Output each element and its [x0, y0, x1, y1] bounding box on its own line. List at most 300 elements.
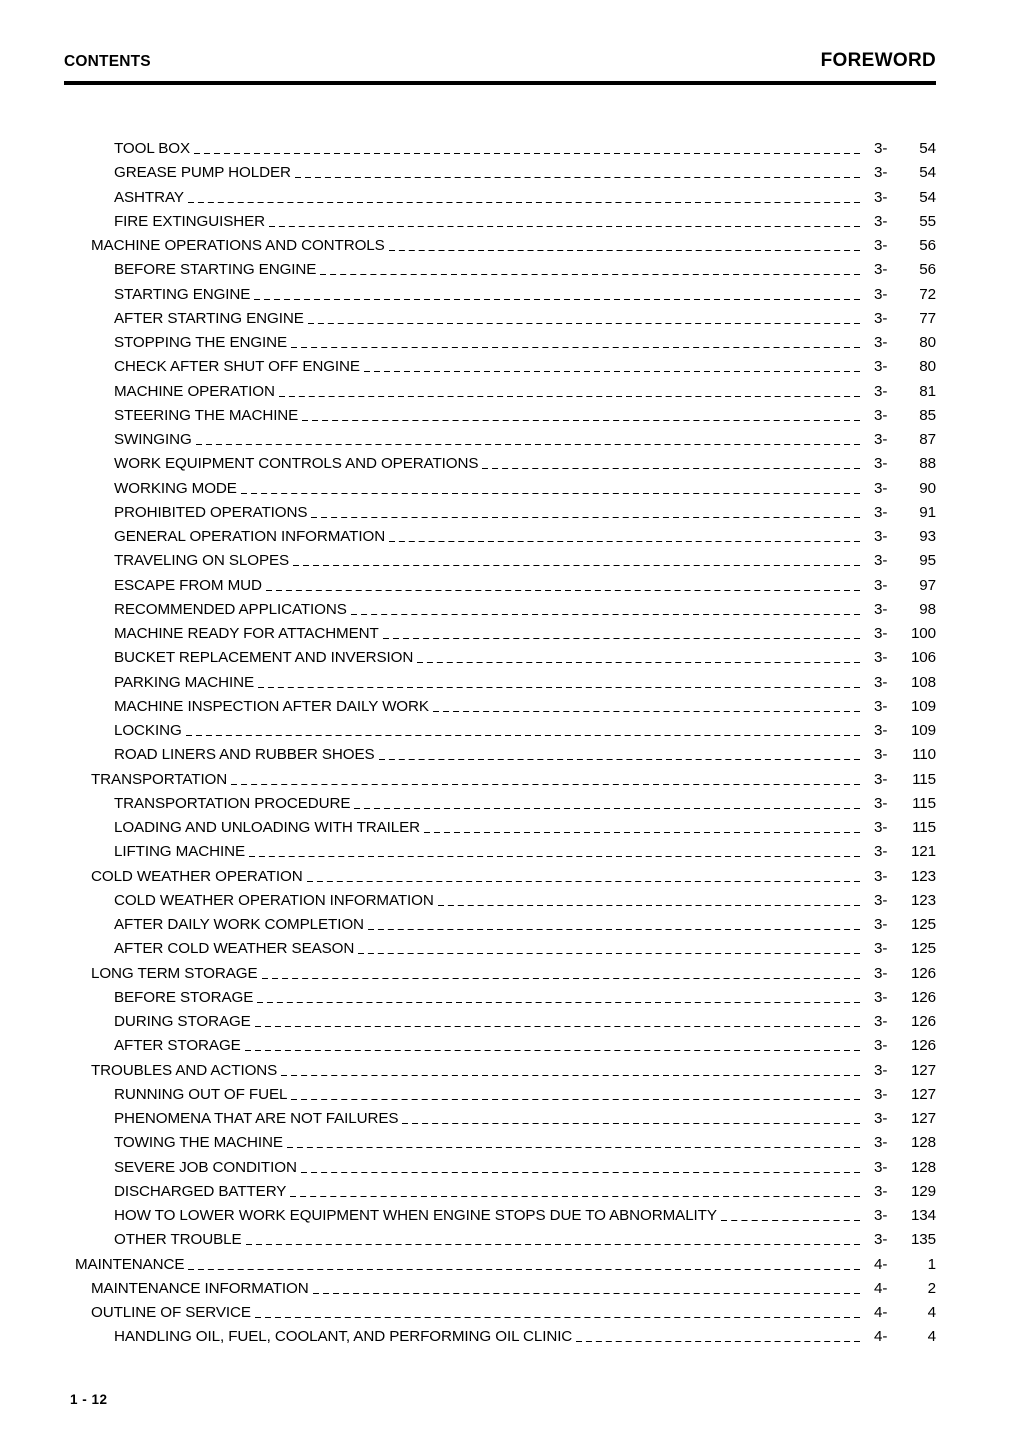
toc-entry[interactable]: [64, 1304, 936, 1328]
toc-page-value: 56: [919, 261, 936, 279]
toc-page-chapter: 3-: [874, 358, 888, 376]
toc-leader-dots: [320, 274, 860, 275]
toc-page-chapter: 3-: [874, 843, 888, 861]
toc-entry-page-number: [874, 819, 936, 836]
toc-leader-dots: [301, 1172, 860, 1173]
toc-page-chapter: 3-: [874, 891, 888, 909]
toc-entry-page-number: [874, 1086, 936, 1103]
toc-page-chapter: 3-: [874, 503, 888, 521]
toc-entry-page-number: [874, 843, 936, 860]
toc-entry[interactable]: [64, 674, 936, 698]
toc-page-value: 80: [919, 358, 936, 376]
toc-page-chapter: 3-: [874, 188, 888, 206]
toc-entry-title: STEERING THE MACHINE: [114, 406, 299, 424]
toc-page-value: 54: [919, 164, 936, 182]
toc-entry-page-number: [874, 407, 936, 424]
toc-entry-title: AFTER COLD WEATHER SEASON: [114, 940, 355, 958]
toc-entry-title: MACHINE OPERATIONS AND CONTROLS: [91, 237, 385, 254]
toc-entry[interactable]: [64, 480, 936, 504]
toc-page-chapter: 3-: [874, 1182, 888, 1200]
toc-entry-page-number: [874, 1256, 936, 1273]
toc-page-chapter: 3-: [874, 1207, 888, 1224]
toc-leader-dots: [383, 638, 860, 639]
toc-page-chapter: 3-: [874, 1037, 888, 1055]
toc-page-value: 115: [912, 819, 936, 836]
toc-leader-dots: [438, 905, 860, 906]
toc-page-value: 125: [910, 916, 936, 933]
toc-entry[interactable]: [64, 795, 936, 819]
toc-entry-page-number: [874, 1328, 936, 1345]
toc-entry[interactable]: [64, 213, 936, 237]
toc-entry[interactable]: [64, 358, 936, 382]
toc-entry-page-number: [874, 1183, 936, 1200]
toc-page-chapter: 4-: [874, 1255, 888, 1273]
toc-entry[interactable]: [64, 1062, 936, 1086]
toc-page-value: 126: [910, 964, 936, 982]
toc-page-chapter: 3-: [874, 431, 888, 448]
toc-leader-dots: [293, 565, 860, 566]
toc-page-value: 98: [919, 600, 936, 618]
toc-entry[interactable]: [64, 1256, 936, 1280]
toc-entry[interactable]: [64, 771, 936, 795]
toc-leader-dots: [188, 202, 860, 203]
toc-page-value: 80: [919, 334, 936, 351]
toc-page-chapter: 3-: [874, 625, 888, 642]
toc-entry-page-number: [874, 189, 936, 206]
toc-page-chapter: 3-: [874, 140, 888, 157]
toc-page-value: 100: [910, 625, 936, 642]
toc-page-value: 97: [919, 576, 936, 594]
toc-entry-page-number: [874, 431, 936, 448]
toc-entry-title: TOOL BOX: [114, 140, 191, 157]
toc-page-value: 129: [910, 1182, 936, 1200]
toc-entry[interactable]: [64, 698, 936, 722]
toc-entry[interactable]: [64, 819, 936, 843]
toc-leader-dots: [291, 347, 860, 348]
toc-entry-title: ROAD LINERS AND RUBBER SHOES: [114, 746, 375, 764]
toc-page-chapter: 3-: [874, 794, 888, 812]
toc-leader-dots: [281, 1075, 860, 1076]
toc-entry-page-number: [874, 1062, 936, 1079]
toc-page-chapter: 3-: [874, 237, 888, 254]
toc-entry-page-number: [874, 1280, 936, 1297]
toc-leader-dots: [313, 1293, 860, 1294]
toc-entry-title: GREASE PUMP HOLDER: [114, 164, 291, 182]
toc-entry-title: RECOMMENDED APPLICATIONS: [114, 600, 347, 618]
toc-page-chapter: 3-: [874, 576, 888, 594]
toc-entry-page-number: [874, 649, 936, 666]
toc-entry-page-number: [874, 577, 936, 594]
toc-entry-page-number: [874, 286, 936, 303]
toc-page-value: 56: [919, 237, 936, 254]
toc-page-value: 109: [910, 697, 936, 715]
toc-entry-title: STOPPING THE ENGINE: [114, 334, 288, 351]
toc-entry-title: BUCKET REPLACEMENT AND INVERSION: [114, 649, 414, 667]
toc-entry-title: LOADING AND UNLOADING WITH TRAILER: [114, 819, 421, 836]
toc-page-chapter: 3-: [874, 649, 888, 667]
toc-page-chapter: 3-: [874, 916, 888, 933]
toc-entry-page-number: [874, 868, 936, 885]
toc-entry[interactable]: [64, 310, 936, 334]
toc-page-value: 115: [912, 794, 936, 812]
toc-leader-dots: [246, 1244, 860, 1245]
toc-page-value: 128: [910, 1158, 936, 1176]
toc-page-value: 126: [910, 988, 936, 1006]
toc-leader-dots: [433, 711, 860, 712]
toc-leader-dots: [254, 299, 860, 300]
toc-page-chapter: 3-: [874, 285, 888, 303]
toc-leader-dots: [241, 493, 860, 494]
toc-page-value: 91: [919, 503, 936, 521]
toc-page-value: 121: [910, 843, 936, 861]
toc-entry-page-number: [874, 989, 936, 1006]
toc-page-chapter: 3-: [874, 722, 888, 739]
toc-page-value: 93: [919, 528, 936, 545]
page-number-footer: 1 - 12: [70, 1392, 108, 1407]
toc-page-chapter: 3-: [874, 1134, 888, 1152]
toc-leader-dots: [269, 226, 860, 227]
toc-entry-page-number: [874, 1037, 936, 1054]
toc-leader-dots: [287, 1147, 860, 1148]
toc-entry[interactable]: [64, 140, 936, 164]
toc-entry[interactable]: [64, 189, 936, 213]
toc-entry-title: MAINTENANCE INFORMATION: [91, 1279, 309, 1297]
toc-entry-page-number: [874, 358, 936, 375]
toc-page-value: 4: [927, 1304, 936, 1321]
toc-entry-title: WORK EQUIPMENT CONTROLS AND OPERATIONS: [114, 455, 479, 473]
toc-entry[interactable]: [64, 577, 936, 601]
toc-entry[interactable]: [64, 383, 936, 407]
toc-entry[interactable]: [64, 1037, 936, 1061]
toc-entry[interactable]: [64, 722, 936, 746]
toc-page-value: 123: [910, 891, 936, 909]
toc-page-chapter: 3-: [874, 600, 888, 618]
toc-entry[interactable]: [64, 1134, 936, 1158]
toc-entry[interactable]: [64, 916, 936, 940]
toc-leader-dots: [364, 371, 860, 372]
toc-leader-dots: [279, 396, 860, 397]
toc-entry[interactable]: [64, 649, 936, 673]
toc-page-value: 95: [919, 552, 936, 570]
toc-page-chapter: 3-: [874, 164, 888, 182]
toc-page-chapter: 3-: [874, 964, 888, 982]
toc-leader-dots: [291, 1099, 860, 1100]
toc-page-value: 106: [910, 649, 936, 667]
toc-page-chapter: 3-: [874, 334, 888, 351]
toc-entry-page-number: [874, 625, 936, 642]
toc-leader-dots: [255, 1317, 860, 1318]
toc-entry-page-number: [874, 746, 936, 763]
toc-page-value: 85: [919, 406, 936, 424]
page-header: [64, 50, 936, 90]
toc-entry-page-number: [874, 310, 936, 327]
toc-page-value: 88: [919, 455, 936, 473]
toc-entry[interactable]: [64, 455, 936, 479]
toc-entry[interactable]: [64, 504, 936, 528]
toc-entry-title: TRANSPORTATION: [91, 770, 228, 788]
toc-page-chapter: 3-: [874, 1061, 888, 1079]
toc-leader-dots: [258, 687, 860, 688]
toc-entry-title: HOW TO LOWER WORK EQUIPMENT WHEN ENGINE STOPS DUE TO ABNORMALITY: [114, 1207, 717, 1224]
toc-entry[interactable]: [64, 237, 936, 261]
toc-page-value: 110: [912, 746, 936, 764]
toc-page-value: 115: [912, 770, 936, 788]
toc-leader-dots: [245, 1050, 860, 1051]
toc-entry-title: HANDLING OIL, FUEL, COOLANT, AND PERFORMING OIL CLINIC: [114, 1328, 573, 1346]
toc-page-value: 4: [927, 1328, 936, 1346]
toc-entry[interactable]: [64, 164, 936, 188]
toc-entry-page-number: [874, 383, 936, 400]
toc-entry[interactable]: [64, 1328, 936, 1352]
toc-entry-page-number: [874, 892, 936, 909]
toc-leader-dots: [424, 832, 860, 833]
toc-leader-dots: [307, 881, 860, 882]
toc-entry-title: OUTLINE OF SERVICE: [91, 1304, 251, 1321]
toc-entry[interactable]: [64, 1207, 936, 1231]
toc-entry[interactable]: [64, 940, 936, 964]
toc-leader-dots: [402, 1123, 860, 1124]
toc-entry[interactable]: [64, 261, 936, 285]
toc-entry-page-number: [874, 261, 936, 278]
toc-entry-title: WORKING MODE: [114, 479, 237, 497]
toc-leader-dots: [295, 177, 860, 178]
toc-entry[interactable]: [64, 965, 936, 989]
toc-entry-page-number: [874, 698, 936, 715]
toc-page-chapter: 3-: [874, 406, 888, 424]
toc-entry[interactable]: [64, 1159, 936, 1183]
toc-page-value: 127: [910, 1085, 936, 1103]
toc-page-value: 54: [919, 188, 936, 206]
toc-leader-dots: [302, 420, 860, 421]
toc-entry-title: MAINTENANCE: [75, 1255, 185, 1273]
toc-page-value: 125: [910, 940, 936, 958]
toc-page-value: 87: [919, 431, 936, 448]
toc-entry[interactable]: [64, 552, 936, 576]
table-of-contents: [64, 140, 936, 1353]
toc-leader-dots: [249, 856, 860, 857]
toc-page-chapter: 3-: [874, 261, 888, 279]
toc-page-chapter: 3-: [874, 309, 888, 327]
toc-leader-dots: [389, 250, 860, 251]
toc-entry[interactable]: [64, 1086, 936, 1110]
toc-entry-title: ESCAPE FROM MUD: [114, 576, 262, 594]
header-section-label: CONTENTS: [64, 53, 151, 70]
toc-entry-title: AFTER DAILY WORK COMPLETION: [114, 916, 364, 933]
toc-entry-page-number: [874, 213, 936, 230]
toc-entry-title: TRANSPORTATION PROCEDURE: [114, 794, 351, 812]
toc-page-value: 108: [910, 673, 936, 691]
toc-page-value: 128: [910, 1134, 936, 1152]
toc-entry-title: PARKING MACHINE: [114, 673, 254, 691]
toc-leader-dots: [379, 759, 860, 760]
toc-entry-title: ASHTRAY: [114, 188, 184, 206]
toc-entry[interactable]: [64, 625, 936, 649]
toc-page-chapter: 4-: [874, 1279, 888, 1297]
toc-entry[interactable]: [64, 1013, 936, 1037]
toc-entry-title: CHECK AFTER SHUT OFF ENGINE: [114, 358, 360, 376]
toc-page-value: 123: [910, 867, 936, 885]
toc-entry[interactable]: [64, 286, 936, 310]
toc-page-chapter: 3-: [874, 212, 888, 230]
toc-entry-page-number: [874, 1207, 936, 1224]
toc-leader-dots: [194, 153, 860, 154]
toc-leader-dots: [186, 735, 860, 736]
toc-page-value: 1: [927, 1255, 936, 1273]
toc-entry-page-number: [874, 1134, 936, 1151]
toc-entry-page-number: [874, 504, 936, 521]
toc-entry-page-number: [874, 940, 936, 957]
toc-entry-title: LONG TERM STORAGE: [91, 964, 258, 982]
toc-page-chapter: 3-: [874, 697, 888, 715]
toc-page-chapter: 3-: [874, 940, 888, 958]
toc-entry[interactable]: [64, 989, 936, 1013]
toc-entry-title: PROHIBITED OPERATIONS: [114, 503, 308, 521]
toc-page-value: 127: [910, 1061, 936, 1079]
toc-leader-dots: [311, 517, 860, 518]
toc-entry-page-number: [874, 1304, 936, 1321]
toc-entry-page-number: [874, 916, 936, 933]
toc-entry[interactable]: [64, 868, 936, 892]
toc-page-chapter: 3-: [874, 1085, 888, 1103]
toc-entry-title: MACHINE INSPECTION AFTER DAILY WORK: [114, 697, 429, 715]
toc-entry-title: AFTER STORAGE: [114, 1037, 241, 1055]
toc-entry-title: BEFORE STORAGE: [114, 988, 254, 1006]
header-divider-rule: [64, 81, 936, 85]
toc-entry-title: TOWING THE MACHINE: [114, 1134, 283, 1152]
toc-page-value: 135: [910, 1231, 936, 1249]
toc-entry-title: STARTING ENGINE: [114, 285, 251, 303]
toc-entry[interactable]: [64, 334, 936, 358]
toc-page-chapter: 3-: [874, 1158, 888, 1176]
toc-entry[interactable]: [64, 431, 936, 455]
toc-leader-dots: [576, 1341, 860, 1342]
toc-leader-dots: [262, 978, 860, 979]
toc-leader-dots: [354, 808, 860, 809]
toc-entry-page-number: [874, 552, 936, 569]
toc-page-value: 90: [919, 479, 936, 497]
toc-leader-dots: [266, 590, 860, 591]
toc-entry-title: RUNNING OUT OF FUEL: [114, 1085, 288, 1103]
toc-page-chapter: 3-: [874, 673, 888, 691]
toc-leader-dots: [482, 468, 860, 469]
header-row: [64, 50, 936, 76]
toc-entry-title: COLD WEATHER OPERATION INFORMATION: [114, 891, 434, 909]
toc-entry-page-number: [874, 1013, 936, 1030]
toc-entry-page-number: [874, 795, 936, 812]
toc-page-value: 109: [910, 722, 936, 739]
toc-entry-page-number: [874, 334, 936, 351]
toc-page-value: 126: [910, 1037, 936, 1055]
toc-entry[interactable]: [64, 528, 936, 552]
toc-entry-title: SEVERE JOB CONDITION: [114, 1158, 297, 1176]
toc-entry-title: LIFTING MACHINE: [114, 843, 245, 861]
toc-entry-title: GENERAL OPERATION INFORMATION: [114, 528, 386, 545]
toc-page-value: 126: [910, 1013, 936, 1030]
toc-entry-page-number: [874, 480, 936, 497]
toc-page-value: 77: [919, 309, 936, 327]
toc-entry[interactable]: [64, 892, 936, 916]
toc-entry-title: DISCHARGED BATTERY: [114, 1182, 287, 1200]
toc-page-chapter: 3-: [874, 552, 888, 570]
toc-page-chapter: 4-: [874, 1304, 888, 1321]
toc-page-chapter: 3-: [874, 528, 888, 545]
toc-entry-title: SWINGING: [114, 431, 192, 448]
toc-leader-dots: [255, 1026, 860, 1027]
toc-page-value: 55: [919, 212, 936, 230]
toc-leader-dots: [308, 323, 860, 324]
header-chapter-title: FOREWORD: [820, 50, 936, 71]
toc-entry-title: AFTER STARTING ENGINE: [114, 309, 304, 327]
toc-entry-title: MACHINE READY FOR ATTACHMENT: [114, 625, 379, 642]
toc-leader-dots: [188, 1269, 860, 1270]
toc-entry-title: TROUBLES AND ACTIONS: [91, 1061, 278, 1079]
toc-entry[interactable]: [64, 1183, 936, 1207]
toc-entry-page-number: [874, 1231, 936, 1248]
toc-page-chapter: 3-: [874, 479, 888, 497]
toc-page-value: 81: [919, 382, 936, 400]
toc-entry-page-number: [874, 164, 936, 181]
toc-entry-title: MACHINE OPERATION: [114, 382, 275, 400]
toc-leader-dots: [231, 784, 860, 785]
toc-entry[interactable]: [64, 1280, 936, 1304]
toc-entry[interactable]: [64, 746, 936, 770]
toc-leader-dots: [358, 953, 860, 954]
toc-entry-page-number: [874, 455, 936, 472]
toc-leader-dots: [351, 614, 860, 615]
toc-entry[interactable]: [64, 407, 936, 431]
toc-leader-dots: [257, 1002, 860, 1003]
toc-entry-page-number: [874, 674, 936, 691]
toc-entry-page-number: [874, 771, 936, 788]
toc-entry-page-number: [874, 722, 936, 739]
toc-entry-title: OTHER TROUBLE: [114, 1231, 242, 1249]
toc-leader-dots: [721, 1220, 860, 1221]
toc-entry-page-number: [874, 1159, 936, 1176]
toc-leader-dots: [290, 1196, 860, 1197]
toc-page-chapter: 4-: [874, 1328, 888, 1346]
toc-page-chapter: 3-: [874, 1013, 888, 1030]
toc-page-chapter: 3-: [874, 746, 888, 764]
toc-entry-page-number: [874, 1110, 936, 1127]
toc-page-value: 134: [910, 1207, 936, 1224]
toc-leader-dots: [368, 929, 860, 930]
toc-entry-title: FIRE EXTINGUISHER: [114, 212, 266, 230]
toc-page-chapter: 3-: [874, 988, 888, 1006]
toc-entry-page-number: [874, 528, 936, 545]
toc-leader-dots: [417, 662, 860, 663]
toc-page-chapter: 3-: [874, 867, 888, 885]
toc-page-chapter: 3-: [874, 1110, 888, 1127]
toc-leader-dots: [196, 444, 860, 445]
toc-page-chapter: 3-: [874, 1231, 888, 1249]
toc-page-value: 127: [910, 1110, 936, 1127]
toc-entry-page-number: [874, 965, 936, 982]
toc-entry-title: TRAVELING ON SLOPES: [114, 552, 290, 570]
toc-entry[interactable]: [64, 601, 936, 625]
toc-page-value: 54: [919, 140, 936, 157]
toc-entry-page-number: [874, 237, 936, 254]
toc-entry-title: DURING STORAGE: [114, 1013, 251, 1030]
toc-entry-page-number: [874, 601, 936, 618]
toc-page-value: 2: [927, 1279, 936, 1297]
toc-entry[interactable]: [64, 1231, 936, 1255]
toc-entry[interactable]: [64, 843, 936, 867]
toc-page-value: 72: [919, 285, 936, 303]
toc-entry[interactable]: [64, 1110, 936, 1134]
toc-page-chapter: 3-: [874, 455, 888, 473]
toc-page-chapter: 3-: [874, 819, 888, 836]
toc-entry-title: PHENOMENA THAT ARE NOT FAILURES: [114, 1110, 399, 1127]
